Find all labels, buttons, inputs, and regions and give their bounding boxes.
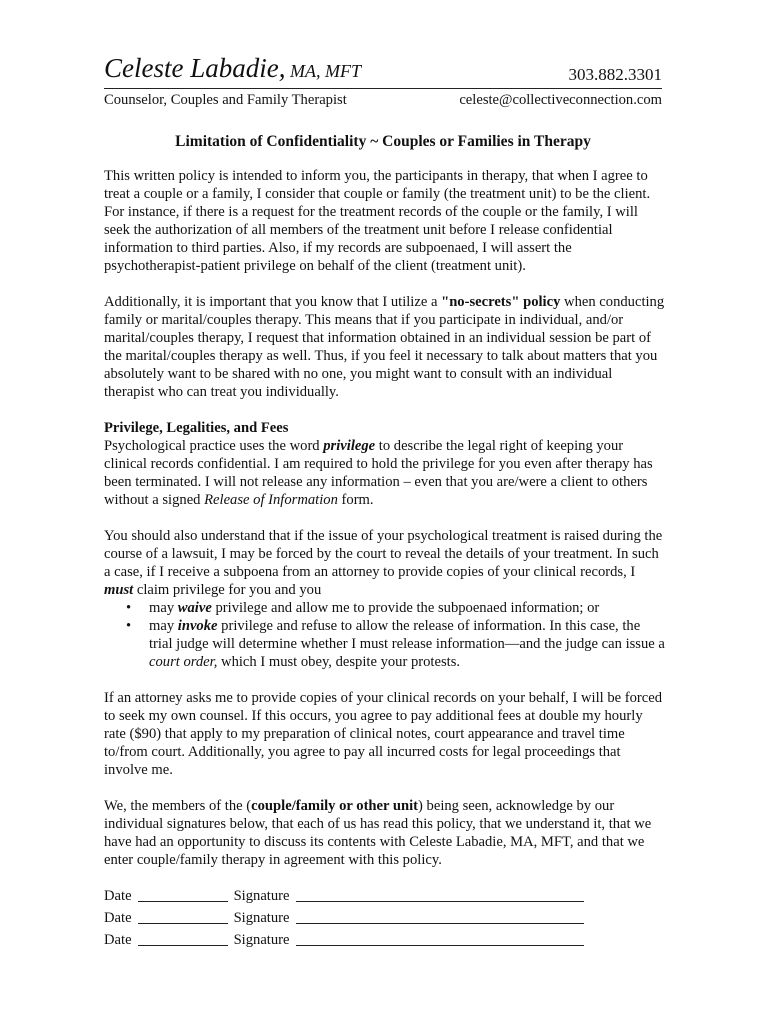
privilege-options-list xyxy=(104,599,666,671)
waive-emphasis: waive xyxy=(177,600,212,616)
privilege-emphasis: privilege xyxy=(323,438,376,454)
signature-label: Signature xyxy=(233,910,290,926)
date-field[interactable] xyxy=(138,900,228,902)
email-address: celeste@collectiveconnection.com xyxy=(459,92,662,108)
list-item: • may waive privilege and allow me to provide the subpoenaed information; or xyxy=(126,600,600,616)
date-label: Date xyxy=(104,910,132,926)
paragraph-no-secrets: Additionally, it is important that you know that I utilize a "no-secrets" policy when conducting family or marital/couples therapy. This means that if you participate in individual, and/or marital/couples therapy, I request that information obtained in an individual session be part of the marital/couples therapy as well. Thus, if you feel it necessary to talk about matters that you absolutely want to be shared with no one, you might want to consult with an individual therapist who can treat you individually. xyxy=(104,294,665,400)
signature-label: Signature xyxy=(233,888,290,904)
paragraph-acknowledgement: We, the members of the (couple/family or other unit) being seen, acknowledge by our individual signatures below, that each of us has read this policy, that we understand it, that we have had an opportunity to discuss its contents with Celeste Labadie, MA, MFT, and that we enter couple/family therapy in agreement with this policy. xyxy=(104,798,652,868)
phone-number: 303.882.3301 xyxy=(568,65,662,84)
paragraph-intro: This written policy is intended to inform you, the participants in therapy, that when I agree to treat a couple or a family, I consider that couple or family (the treatment unit) to be the client. For instance, if there is a request for the treatment records of the couple or the family, I will seek the authorization of all members of the treatment unit before I release confidential information to third parties. Also, if my records are subpoenaed, I will assert the psychotherapist-patient privilege on behalf of the client (treatment unit). xyxy=(104,168,651,274)
document-body xyxy=(104,167,666,953)
paragraph-fees: If an attorney asks me to provide copies of your clinical records on your behalf, I will be forced to seek my own counsel. If this occurs, you agree to pay additional fees at double my hourly rate ($90) that apply to my preparation of clinical notes, court appearance and travel time to/from court. Additionally, you agree to pay all incurred costs for legal proceedings that involve me. xyxy=(104,690,663,778)
date-label: Date xyxy=(104,932,132,948)
date-field[interactable] xyxy=(138,922,228,924)
signature-row xyxy=(104,909,666,931)
signature-field[interactable] xyxy=(296,944,584,946)
must-emphasis: must xyxy=(104,582,134,598)
court-order-emphasis: court order, xyxy=(149,654,218,670)
signature-label: Signature xyxy=(233,932,290,948)
signature-row xyxy=(104,931,666,953)
unit-emphasis: couple/family or other unit xyxy=(251,798,419,814)
invoke-emphasis: invoke xyxy=(177,618,218,634)
section-heading: Privilege, Legalities, and Fees xyxy=(104,420,289,436)
credentials: MA, MFT xyxy=(285,61,361,81)
signature-row xyxy=(104,887,666,909)
signature-field[interactable] xyxy=(296,900,584,902)
signature-block xyxy=(104,887,666,953)
therapist-name: Celeste Labadie, MA, MFT xyxy=(104,53,361,83)
paragraph-lawsuit: You should also understand that if the issue of your psychological treatment is raised during the course of a lawsuit, I may be forced by the court to reveal the details of your treatment. In such a case, if I receive a subpoena from an attorney to provide copies of your clinical records, I must claim privilege for you and you xyxy=(104,528,663,598)
date-label: Date xyxy=(104,888,132,904)
document-title: Limitation of Confidentiality ~ Couples or Families in Therapy xyxy=(175,133,591,150)
no-secrets-emphasis: "no-secrets" policy xyxy=(441,294,561,310)
therapist-title: Counselor, Couples and Family Therapist xyxy=(104,92,347,108)
date-field[interactable] xyxy=(138,944,228,946)
signature-field[interactable] xyxy=(296,922,584,924)
bullet-glyph: • xyxy=(126,618,132,634)
letterhead xyxy=(104,54,662,110)
header-divider xyxy=(104,88,662,89)
paragraph-privilege: Privilege, Legalities, and Fees Psychological practice uses the word privilege to describe the legal right of keeping your clinical records confidential. I am required to hold the privilege for you even after therapy has been terminated. I will not release any information – even that you are/were a client to others without a signed Release of Information form. xyxy=(104,419,666,509)
release-form-name: Release of Information xyxy=(204,492,338,508)
bullet-glyph: • xyxy=(126,600,132,616)
list-item: • may invoke privilege and refuse to allow the release of information. In this case, the trial judge will determine whether I must release information—and the judge can issue a court order, which I must obey, despite your protests. xyxy=(126,618,665,670)
